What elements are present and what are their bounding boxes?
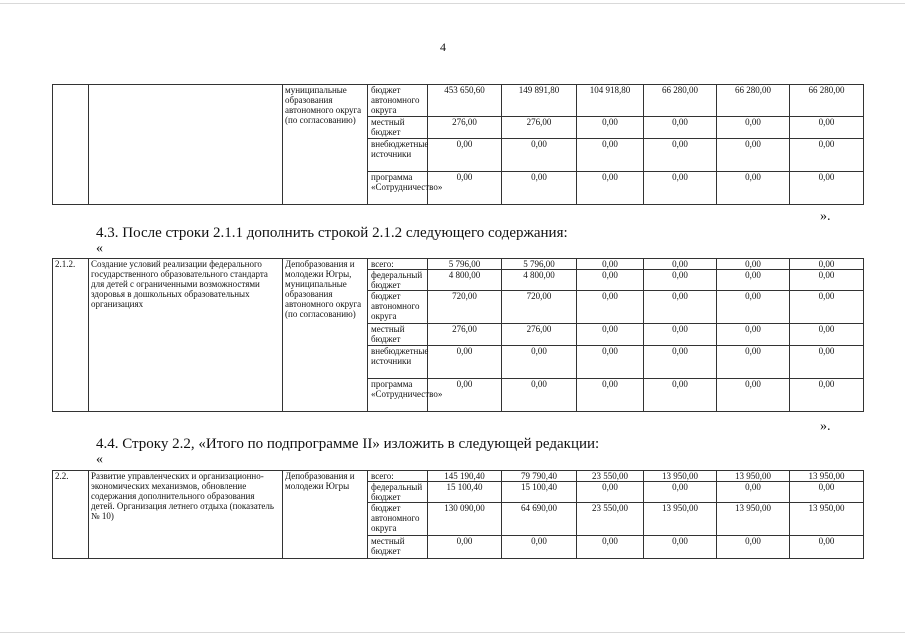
amount-year: 0,00 <box>717 346 790 379</box>
amount-year: 0,00 <box>577 324 644 346</box>
amount-total: 145 190,40 <box>428 471 502 482</box>
scan-bottom-edge <box>0 632 905 633</box>
amount-year: 0,00 <box>577 536 644 559</box>
amount-year: 720,00 <box>502 291 577 324</box>
amount-total: 0,00 <box>428 379 502 412</box>
amount-total: 15 100,40 <box>428 482 502 503</box>
amount-year: 0,00 <box>790 270 864 291</box>
row-number-cell: 2.1.2. <box>53 259 89 412</box>
amount-year: 0,00 <box>577 270 644 291</box>
amount-total: 4 800,00 <box>428 270 502 291</box>
funding-source: местный бюджет <box>368 117 428 139</box>
amount-year: 0,00 <box>644 482 717 503</box>
executor-cell: Депобразования и молодежи Югры, муниципальные образования автономного округа (по согласованию) <box>283 259 368 412</box>
amount-year: 0,00 <box>717 324 790 346</box>
amount-total: 5 796,00 <box>428 259 502 270</box>
amount-year: 13 950,00 <box>717 503 790 536</box>
amount-year: 276,00 <box>502 324 577 346</box>
amount-year: 0,00 <box>717 379 790 412</box>
amount-year: 0,00 <box>790 259 864 270</box>
funding-source: бюджет автономного округа <box>368 503 428 536</box>
amount-year: 0,00 <box>577 346 644 379</box>
amount-year: 0,00 <box>790 172 864 205</box>
amount-year: 0,00 <box>502 379 577 412</box>
amount-year: 0,00 <box>502 172 577 205</box>
funding-source: бюджет автономного округа <box>368 85 428 117</box>
instruction-4-4: 4.4. Строку 2.2, «Итого по подпрограмме II» изложить в следующей редакции: <box>96 436 600 452</box>
scan-top-edge <box>0 3 905 4</box>
amount-year: 23 550,00 <box>577 503 644 536</box>
amount-year: 0,00 <box>644 536 717 559</box>
amount-year: 0,00 <box>502 139 577 172</box>
amount-year: 79 790,40 <box>502 471 577 482</box>
amount-year: 0,00 <box>644 117 717 139</box>
amount-year: 0,00 <box>790 379 864 412</box>
amount-year: 0,00 <box>644 172 717 205</box>
amount-year: 13 950,00 <box>790 471 864 482</box>
amount-year: 66 280,00 <box>790 85 864 117</box>
amount-year: 13 950,00 <box>644 503 717 536</box>
amount-year: 0,00 <box>790 346 864 379</box>
amount-year: 104 918,80 <box>577 85 644 117</box>
amount-year: 66 280,00 <box>644 85 717 117</box>
amount-year: 0,00 <box>577 172 644 205</box>
amount-total: 276,00 <box>428 117 502 139</box>
funding-source: федеральный бюджет <box>368 482 428 503</box>
instruction-4-3: 4.3. После строки 2.1.1 дополнить строкой 2.1.2 следующего содержания: <box>96 225 568 241</box>
funding-source: федеральный бюджет <box>368 270 428 291</box>
page-number: 4 <box>440 40 446 54</box>
activity-name-cell: Развитие управленческих и организационно-экономических механизмов, обновление содержания дополнительного образования детей. Организация летнего отдыха (показатель № 10) <box>89 471 283 559</box>
funding-source: бюджет автономного округа <box>368 291 428 324</box>
amount-year: 0,00 <box>644 379 717 412</box>
amount-year: 0,00 <box>717 291 790 324</box>
funding-source: местный бюджет <box>368 536 428 559</box>
amount-total: 0,00 <box>428 536 502 559</box>
activity-name-cell: Создание условий реализации федерального государственного образовательного стандарта для детей с ограниченными возможностями здоровья в дошкольных образовательных организациях <box>89 259 283 412</box>
amount-year: 13 950,00 <box>644 471 717 482</box>
amount-year: 0,00 <box>790 139 864 172</box>
amount-year: 0,00 <box>790 324 864 346</box>
executor-cell: Депобразования и молодежи Югры <box>283 471 368 559</box>
amount-total: 130 090,00 <box>428 503 502 536</box>
amount-year: 149 891,80 <box>502 85 577 117</box>
amount-year: 0,00 <box>502 346 577 379</box>
amount-year: 0,00 <box>577 117 644 139</box>
amount-year: 0,00 <box>717 172 790 205</box>
amount-year: 0,00 <box>790 291 864 324</box>
amount-total: 720,00 <box>428 291 502 324</box>
amount-year: 276,00 <box>502 117 577 139</box>
amount-total: 0,00 <box>428 139 502 172</box>
funding-source: местный бюджет <box>368 324 428 346</box>
activity-name-cell <box>89 85 283 205</box>
funding-table-2-2 <box>52 470 864 559</box>
amount-year: 64 690,00 <box>502 503 577 536</box>
closing-quote-mark: ». <box>820 419 831 434</box>
amount-year: 0,00 <box>644 259 717 270</box>
amount-year: 5 796,00 <box>502 259 577 270</box>
amount-year: 0,00 <box>790 117 864 139</box>
amount-year: 0,00 <box>717 482 790 503</box>
amount-year: 0,00 <box>790 536 864 559</box>
funding-source: программа «Сотрудничество» <box>368 172 428 205</box>
amount-year: 0,00 <box>577 139 644 172</box>
amount-year: 0,00 <box>577 259 644 270</box>
amount-year: 0,00 <box>644 346 717 379</box>
funding-source: программа «Сотрудничество» <box>368 379 428 412</box>
amount-year: 0,00 <box>644 270 717 291</box>
opening-quote-mark: « <box>96 452 103 467</box>
funding-source: внебюджетные источники <box>368 139 428 172</box>
row-number-cell: 2.2. <box>53 471 89 559</box>
funding-source: всего: <box>368 471 428 482</box>
funding-table-continuation <box>52 84 864 205</box>
executor-cell: муниципальные образования автономного округа (по согласованию) <box>283 85 368 205</box>
amount-year: 0,00 <box>717 270 790 291</box>
amount-year: 0,00 <box>502 536 577 559</box>
amount-year: 13 950,00 <box>790 503 864 536</box>
amount-total: 453 650,60 <box>428 85 502 117</box>
amount-year: 0,00 <box>717 536 790 559</box>
amount-year: 0,00 <box>577 482 644 503</box>
amount-year: 66 280,00 <box>717 85 790 117</box>
amount-year: 15 100,40 <box>502 482 577 503</box>
amount-year: 4 800,00 <box>502 270 577 291</box>
amount-total: 0,00 <box>428 346 502 379</box>
amount-total: 0,00 <box>428 172 502 205</box>
amount-year: 23 550,00 <box>577 471 644 482</box>
amount-total: 276,00 <box>428 324 502 346</box>
amount-year: 0,00 <box>790 482 864 503</box>
row-number-cell <box>53 85 89 205</box>
amount-year: 0,00 <box>717 259 790 270</box>
funding-table-2-1-2 <box>52 258 864 412</box>
opening-quote-mark: « <box>96 241 103 256</box>
funding-source: внебюджетные источники <box>368 346 428 379</box>
amount-year: 0,00 <box>644 139 717 172</box>
amount-year: 0,00 <box>577 379 644 412</box>
funding-source: всего: <box>368 259 428 270</box>
amount-year: 13 950,00 <box>717 471 790 482</box>
amount-year: 0,00 <box>717 117 790 139</box>
amount-year: 0,00 <box>644 324 717 346</box>
amount-year: 0,00 <box>717 139 790 172</box>
closing-quote-mark: ». <box>820 209 831 224</box>
amount-year: 0,00 <box>577 291 644 324</box>
amount-year: 0,00 <box>644 291 717 324</box>
